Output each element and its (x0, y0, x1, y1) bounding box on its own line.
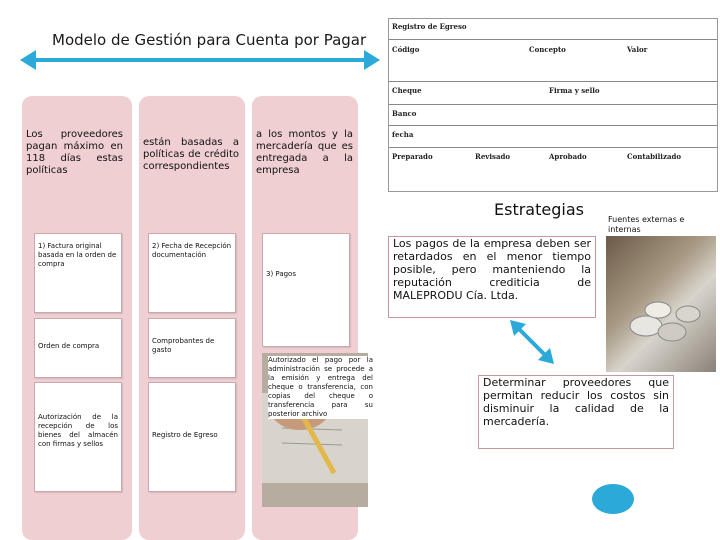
comprobantes-text: Comprobantes de gasto (152, 337, 215, 354)
form-title: Registro de Egreso (392, 22, 467, 31)
comprobantes-box (148, 318, 236, 378)
page-title: Modelo de Gestión para Cuenta por Pagar (52, 31, 367, 49)
blue-oval-shape (592, 484, 634, 514)
firma-label: Firma y sello (549, 86, 600, 95)
cheque-label: Cheque (392, 86, 422, 95)
codigo-header: Código (392, 45, 420, 54)
contabilizado-label: Contabilizado (627, 152, 682, 161)
pagos-box (262, 233, 350, 347)
pagos-step-text: 3) Pagos (266, 270, 296, 278)
double-arrow-icon (20, 48, 380, 72)
column-1-text: Los proveedores pagan máximo en 118 días estas políticas (26, 129, 123, 176)
revisado-label: Revisado (475, 152, 511, 161)
concepto-header: Concepto (529, 45, 566, 54)
factura-box (34, 233, 122, 313)
pago-description: Autorizado el pago por la administración se procede a la emisión y entrega del cheque o transferencia, con copias del cheque o transferencia para su posterior archivo (268, 356, 373, 418)
autorizacion-box (34, 382, 122, 492)
registro-egreso-form (388, 18, 718, 192)
fuentes-text: Fuentes externas e internas (608, 215, 685, 234)
factura-text: 1) Factura original basada en la orden de compra (38, 242, 117, 268)
valor-header: Valor (627, 45, 648, 54)
fecha-recepcion-box (148, 233, 236, 313)
column-2-text: están basadas a políticas de crédito correspondientes (143, 137, 239, 172)
coins-photo (606, 236, 716, 372)
registro-egreso-box (148, 382, 236, 492)
pagos-strategy-box: Los pagos de la empresa deben ser retardados en el menor tiempo posible, pero manteniendo la reputación crediticia de MALEPRODU Cía. Ltda. (388, 236, 596, 318)
estrategias-heading: Estrategias (494, 200, 584, 219)
fecha-recepcion-text: 2) Fecha de Recepción documentación (152, 242, 232, 259)
autorizacion-text: Autorización de la recepción de los bienes del almacén con firmas y sellos (38, 413, 118, 448)
orden-compra-text: Orden de compra (38, 342, 100, 350)
banco-label: Banco (392, 109, 417, 118)
fecha-label: fecha (392, 130, 414, 139)
diagonal-arrow-icon (508, 318, 556, 366)
preparado-label: Preparado (392, 152, 433, 161)
aprobado-label: Aprobado (549, 152, 587, 161)
registro-egreso-text: Registro de Egreso (152, 431, 218, 439)
column-3-text: a los montos y la mercadería que es entregada a la empresa (256, 129, 353, 176)
determinar-strategy-box: Determinar proveedores que permitan reducir los costos sin disminuir la calidad de la mercadería. (478, 375, 674, 449)
orden-compra-box (34, 318, 122, 378)
